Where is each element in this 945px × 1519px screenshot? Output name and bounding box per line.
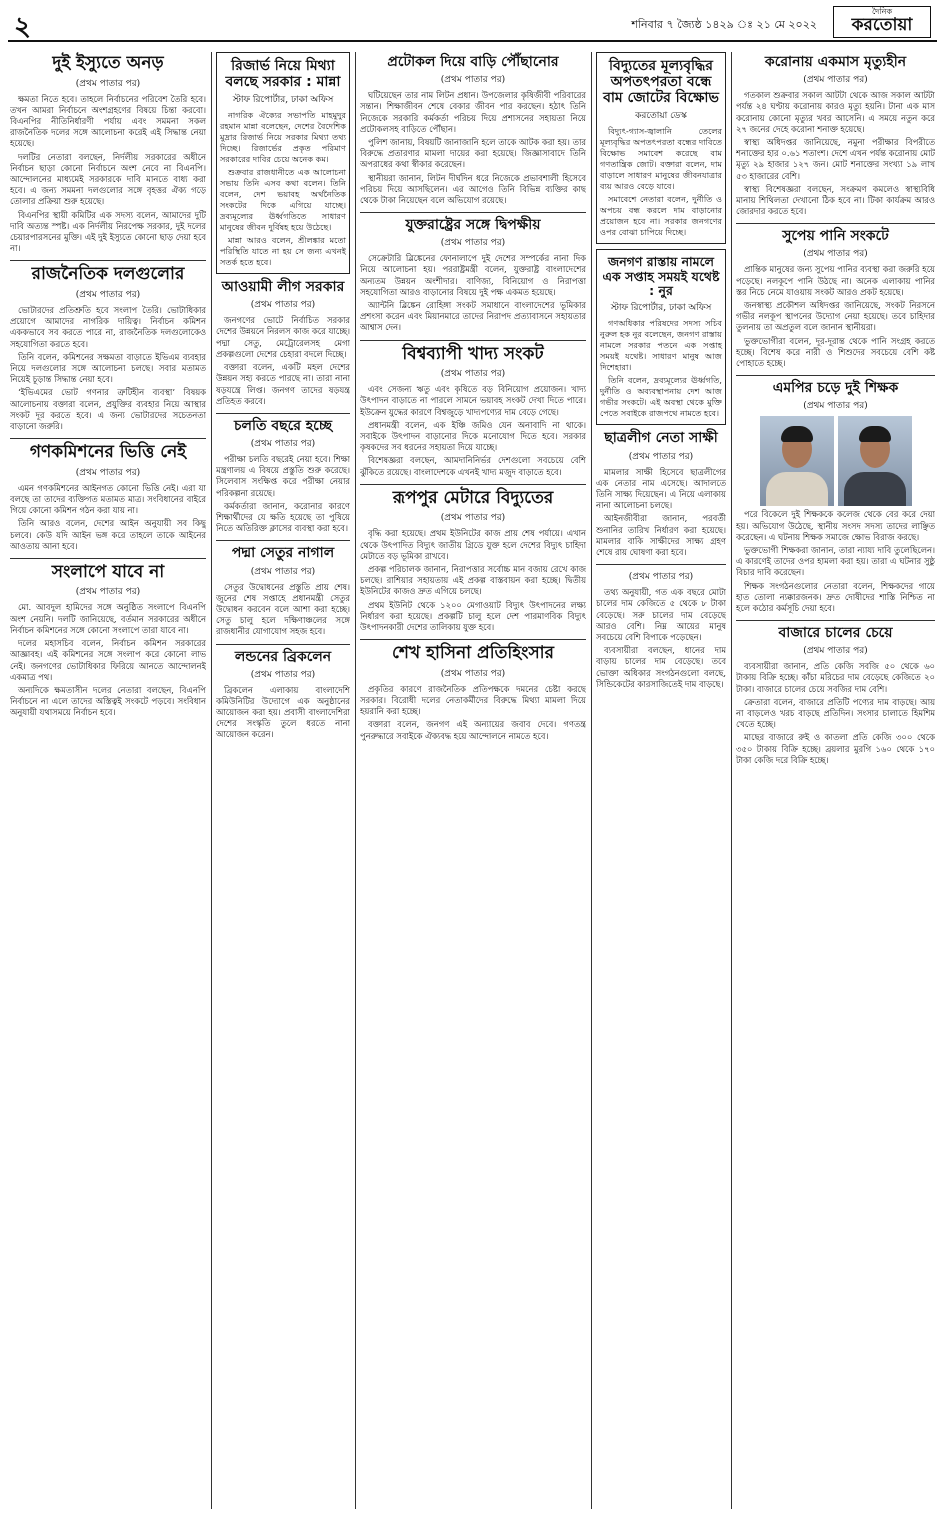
story-jump: (প্রথম পাতার পর) — [250, 669, 316, 680]
paragraph: তিনি বলেন, কমিশনের সক্ষমতা বাড়াতে ইভিএম ব্যবহার নিয়ে দলগুলোর সঙ্গে আলোচনা চলছে। সবার মতামত নিয়েই চূড়ান্ত সিদ্ধান্ত নেয়া হবে। — [10, 351, 206, 385]
story-sheikh-hasina — [360, 644, 586, 742]
paragraph: ক্ষমতা নিতে হবে। তাহলে নির্বাচনের পরিবেশ তৈরি হবে। তখন আমরা নির্বাচনে অংশগ্রহণের বিষয়ে চিন্তা করবো। বিএনপির নীতিনির্ধারণী পর্যায় এবং সমমনা সকল রাজনৈতিক দলের সঙ্গে আলোচনা করেই এই সিদ্ধান্ত নেয়া হয়েছে। — [10, 93, 206, 149]
story-body — [360, 528, 586, 633]
story-political-parties — [10, 265, 206, 432]
story-body — [10, 602, 206, 718]
paragraph: পরীক্ষা চলতি বছরেই নেয়া হবে। শিক্ষা মন্ত্রণালয় এ বিষয়ে প্রস্তুতি শুরু করেছে। সিলেবাস সংক্ষিপ্ত করে পরীক্ষা নেয়ার পরিকল্পনা রয়েছে। — [216, 454, 350, 498]
story-jump: (প্রথম পাতার পর) — [75, 467, 141, 478]
story-dateline: করতোয়া ডেস্ক — [635, 111, 687, 122]
paragraph: তিনি আরও বলেন, দেশের আইন অনুযায়ী সব কিছু চলবে। কেউ যদি আইন ভঙ্গ করে তাহলে তাকে আইনের আওতায় আনা হবে। — [10, 518, 206, 551]
paragraph: ব্যবসায়ীরা বলছেন, ধানের দাম বাড়ায় চালের দাম বেড়েছে। তবে ভোক্তা অধিকার সংগঠনগুলো বলছে, সিন্ডিকেটের কারসাজিতেই দাম বাড়ছে। — [596, 645, 726, 689]
story-headline: রাজনৈতিক দলগুলোর — [31, 264, 185, 285]
story-reserve-manna — [216, 52, 350, 274]
paragraph: বক্তারা বলেন, জনগণ এই অন্যায়ের জবাব দেবে। গণতন্ত্র পুনরুদ্ধারে সবাইকে ঐক্যবদ্ধ হয়ে আন্দোলনে নামতে হবে। — [360, 719, 586, 741]
paragraph: অন্যদিকে ক্ষমতাসীন দলের নেতারা বলছেন, বিএনপি নির্বাচনে না এলে তাদের অস্তিত্বই সংকটে পড়বে। সংবিধান অনুযায়ী যথাসময়ে নির্বাচন হবে। — [10, 684, 206, 718]
paragraph: তথ্য অনুযায়ী, গত এক বছরে মোটা চালের দাম কেজিতে ৫ থেকে ৮ টাকা বেড়েছে। সরু চালের দাম বেড়েছে আরও বেশি। নিম্ন আয়ের মানুষ সবচেয়ে বেশি বিপাকে পড়েছেন। — [596, 587, 726, 642]
story-protocol — [360, 54, 586, 206]
story-jump: (প্রথম পাতার পর) — [250, 300, 316, 311]
divider — [736, 223, 935, 224]
story-headline: জনগণ রাস্তায় নামলে এক সপ্তাহ সময়ই যথেষ্ট : নুর — [602, 254, 720, 299]
paragraph: ব্রিকলেন এলাকায় বাংলাদেশি কমিউনিটির উদ্যোগে এক অনুষ্ঠানের আয়োজন করা হয়। প্রবাসী বাংলাদেশিরা দেশের সংস্কৃতি তুলে ধরতে নানা আয়োজন করেন। — [216, 684, 350, 740]
story-gono-commission — [10, 443, 206, 552]
paragraph: স্বাস্থ্য বিশেষজ্ঞরা বলছেন, সংক্রমণ কমলেও স্বাস্থ্যবিধি মানায় শিথিলতা দেখানো ঠিক হবে না। টিকা কার্যক্রম আরও জোরদার করতে হবে। — [736, 183, 935, 217]
story-jump: (প্রথম পাতার পর) — [803, 75, 868, 86]
story-chhatra-league-witness — [596, 430, 726, 558]
paragraph: পুলিশ জানায়, বিষয়টি জানাজানি হলে তাকে আটক করা হয়। তার বিরুদ্ধে প্রতারণার মামলা দায়ের করা হয়েছে। জিজ্ঞাসাবাদে তিনি অপরাধের কথা স্বীকার করেছেন। — [360, 136, 586, 170]
teacher-photo-2 — [838, 416, 912, 506]
story-body — [216, 685, 350, 741]
column-4 — [596, 52, 726, 1509]
story-this-year — [216, 418, 350, 535]
story-headline: বিশ্বব্যাপী খাদ্য সংকট — [402, 343, 544, 364]
story-body — [360, 90, 586, 206]
story-headline: গণকমিশনের ভিত্তি নেই — [29, 442, 187, 463]
column-rule — [355, 52, 356, 1509]
paragraph: ঘটিয়েছেন তার নাম লিটন প্রধান। উপজেলার কৃষিজীবী পরিবারের সন্তান। শিক্ষাজীবন শেষে বেকার জীবন পার করছেন। হঠাৎ তিনি নিজেকে সরকারি কর্মকর্তা পরিচয় দিয়ে প্রশাসনের সহায়তা নিয়ে প্রটোকলসহ বাড়িতে পৌঁছান। — [360, 90, 586, 134]
story-covid-no-death — [736, 54, 935, 217]
story-body — [360, 684, 586, 742]
story-jump: (প্রথম পাতার পর) — [440, 668, 506, 679]
story-us-bilateral — [360, 217, 586, 334]
column-1 — [10, 52, 206, 1509]
paragraph: ক্রেতারা বলেন, বাজারে প্রতিটি পণ্যের দাম বাড়ছে। আয় না বাড়লেও খরচ বাড়ছে প্রতিদিন। সংসার চালাতে হিমশিম খেতে হচ্ছে। — [736, 696, 935, 730]
paragraph: সেক্রেটারি ব্লিঙ্কেনের ফোনালাপে দুই দেশের সম্পর্কের নানা দিক নিয়ে আলোচনা হয়। পররাষ্ট্রমন্ত্রী বলেন, যুক্তরাষ্ট্র বাংলাদেশের অন্যতম উন্নয়ন অংশীদার। বাণিজ্য, বিনিয়োগ ও নিরাপত্তা সহযোগিতা আরও বাড়ানোর বিষয়ে দুই পক্ষ একমত হয়েছে। — [360, 253, 586, 297]
story-headline: করোনায় একমাস মৃত্যুহীন — [764, 54, 907, 70]
story-jump: (প্রথম পাতার পর) — [628, 572, 694, 583]
story-jump: (প্রথম পাতার পর) — [803, 646, 868, 657]
paragraph: প্রধানমন্ত্রী বলেন, এক ইঞ্চি জমিও যেন অনাবাদি না থাকে। সবাইকে উৎপাদন বাড়ানোর দিকে মনোযোগ দিতে হবে। সরকার কৃষকদের সব ধরনের সহায়তা দিয়ে যাচ্ছে। — [360, 419, 586, 453]
photo-shirt — [844, 472, 906, 506]
story-headline: দুই ইস্যুতে অনড় — [52, 53, 164, 73]
divider — [360, 639, 586, 640]
column-rule — [731, 52, 732, 1509]
story-body — [10, 305, 206, 432]
date-line: শনিবার ৭ জ্যৈষ্ঠ ১৪২৯ ঃ ২১ মে ২০২২ — [631, 18, 817, 31]
paragraph: বৃদ্ধি করা হয়েছে। প্রথম ইউনিটের কাজ প্রায় শেষ পর্যায়ে। এখান থেকে উৎপাদিত বিদ্যুৎ জাতীয় গ্রিডে যুক্ত হলে দেশের বিদ্যুৎ চাহিদা মেটাতে বড় ভূমিকা রাখবে। — [360, 528, 586, 561]
story-jump: (প্রথম পাতার পর) — [440, 369, 506, 380]
story-rice-market — [736, 625, 935, 766]
story-headline: লন্ডনের ব্রিকলেন — [234, 648, 332, 665]
story-jump: (প্রথম পাতার পর) — [628, 451, 694, 462]
paragraph: বিশেষজ্ঞরা বলছেন, আমদানিনির্ভর দেশগুলো সবচেয়ে বেশি ঝুঁকিতে রয়েছে। বাংলাদেশকে এখনই খাদ্য মজুদ বাড়াতে হবে। — [360, 455, 586, 477]
paragraph: ‘ইভিএমের ভোট গণনার ত্রুটিহীন ব্যবস্থা’ বিষয়ক আলোচনায় বক্তারা বলেন, প্রযুক্তির ব্যবহার নিয়ে আস্থার সংকট দূর করতে হবে। এ জন্য ভোটারদের সচেতনতা বাড়ানো জরুরি। — [10, 387, 206, 431]
story-padma-bridge — [216, 545, 350, 637]
story-food-crisis — [360, 345, 586, 478]
story-jump: (প্রথম পাতার পর) — [250, 439, 316, 449]
story-body — [360, 384, 586, 478]
story-headline: রিজার্ভ নিয়ে মিথ্যা বলছে সরকার : মান্না — [225, 58, 341, 91]
divider — [10, 260, 206, 261]
story-mp-slap-teachers — [736, 380, 935, 614]
column-5 — [736, 52, 935, 1509]
story-jump: (প্রথম পাতার পর) — [803, 249, 868, 260]
column-rule — [591, 52, 592, 1509]
column-rule — [211, 52, 212, 1509]
page-header — [8, 6, 937, 42]
story-rice-continued — [596, 569, 726, 690]
divider — [360, 340, 586, 341]
story-jump: (প্রথম পাতার পর) — [75, 78, 141, 89]
story-body — [220, 110, 346, 268]
divider — [736, 620, 935, 621]
story-body — [216, 582, 350, 638]
teacher-photo-1 — [760, 416, 834, 506]
story-headline: প্রটোকল দিয়ে বাড়ি পৌঁছানোর — [387, 54, 559, 70]
story-body — [216, 315, 350, 407]
story-jump: (প্রথম পাতার পর) — [75, 289, 141, 300]
story-dateline: স্টাফ রিপোর্টার, ঢাকা অফিস — [610, 303, 712, 314]
story-body — [736, 264, 935, 369]
story-headline: ছাত্রলীগ নেতা সাক্ষী — [604, 430, 718, 447]
paragraph: জনগণের ভোটে নির্বাচিত সরকার দেশের উন্নয়নে নিরলস কাজ করে যাচ্ছে। পদ্মা সেতু, মেট্রোরেলসহ মেগা প্রকল্পগুলো দেশের চেহারা বদলে দিচ্ছে। — [216, 315, 350, 359]
story-power-price-protest — [596, 52, 726, 244]
paragraph: এমন গণকমিশনের আইনগত কোনো ভিত্তি নেই। এরা যা বলছে তা তাদের ব্যক্তিগত মতামত মাত্র। সংবিধানের বাইরে গিয়ে কোনো কমিশন গঠন করা যায় না। — [10, 482, 206, 516]
paragraph: তিনি বলেন, দ্রব্যমূল্যের ঊর্ধ্বগতি, দুর্নীতি ও অব্যবস্থাপনায় দেশ আজ গভীর সংকটে। এই অবস্থা থেকে মুক্তি পেতে সবাইকে রাজপথে নামতে হবে। — [600, 375, 722, 419]
photo-hair — [859, 426, 891, 442]
story-jump: (প্রথম পাতার পর) — [250, 566, 316, 577]
story-headline: পদ্মা সেতুর নাগাল — [231, 545, 335, 562]
paragraph: প্রান্তিক মানুষের জন্য সুপেয় পানির ব্যবস্থা করা জরুরি হয়ে পড়েছে। নলকূপে পানি উঠছে না। অনেক এলাকায় পানির স্তর নিচে নেমে যাওয়ায় সংকট আরও প্রকট হয়েছে। — [736, 264, 935, 297]
story-headline: শেখ হাসিনা প্রতিহিংসার — [392, 643, 554, 664]
story-body — [600, 318, 722, 419]
paragraph: প্রকৃতির কারণে রাজনৈতিক প্রতিপক্ষকে দমনের চেষ্টা করছে সরকার। বিরোধী দলের নেতাকর্মীদের বিরুদ্ধে মিথ্যা মামলা দিয়ে হয়রানি করা হচ্ছে। — [360, 683, 586, 717]
paragraph: গতকাল শুক্রবার সকাল আটটা থেকে আজ সকাল আটটা পর্যন্ত ২৪ ঘণ্টায় করোনায় কারও মৃত্যু হয়নি। টানা এক মাস করোনায় কোনো মৃত্যুর খবর আসেনি। এ সময়ে নতুন করে ২৭ জনের দেহে করোনা শনাক্ত হয়েছে। — [736, 90, 935, 134]
paragraph: প্রথম ইউনিট থেকে ১২০০ মেগাওয়াট বিদ্যুৎ উৎপাদনের লক্ষ্য নির্ধারণ করা হয়েছে। প্রকল্পটি চালু হলে দেশ পারমাণবিক বিদ্যুৎ উৎপাদনকারী দেশের তালিকায় যুক্ত হবে। — [360, 599, 586, 632]
paragraph: ভুক্তভোগীরা বলেন, দূর-দূরান্ত থেকে পানি সংগ্রহ করতে হচ্ছে। বিশেষ করে নারী ও শিশুদের সবচেয়ে বেশি কষ্ট পোহাতে হচ্ছে। — [736, 335, 935, 369]
paragraph: অ্যান্টনি ব্লিঙ্কেন রোহিঙ্গা সংকট সমাধানে বাংলাদেশের ভূমিকার প্রশংসা করেন এবং মিয়ানমারে তাদের নিরাপদ প্রত্যাবাসনে সহায়তার আশ্বাস দেন। — [360, 300, 586, 333]
paragraph: ভোটারদের প্রতিশ্রুতি হবে সংলাপ তৈরি। ভোটাধিকার প্রয়োগে আমাদের নাগরিক দায়িত্ব। নির্বাচন কমিশন এককভাবে সব করতে পারে না, রাজনৈতিক দলগুলোকেও সহযোগিতা করতে হবে। — [10, 304, 206, 349]
page-number: ২ — [14, 12, 31, 42]
column-3 — [360, 52, 586, 1509]
story-nur — [596, 249, 726, 425]
story-body — [10, 94, 206, 255]
paragraph: এবং সেজন্য ঋতু এবং কৃষিতে বড় বিনিয়োগ প্রয়োজন। খাদ্য উৎপাদন বাড়াতে না পারলে সামনে ভয়াবহ সংকট দেখা দিতে পারে। ইউক্রেন যুদ্ধের কারণে বিশ্বজুড়ে খাদ্যপণ্যের দাম বেড়ে গেছে। — [360, 384, 586, 417]
story-headline: সংলাপে যাবে না — [51, 561, 165, 582]
paragraph: বিএনপির স্থায়ী কমিটির এক সদস্য বলেন, আমাদের দুটি দাবি অত্যন্ত স্পষ্ট। এক নির্দলীয় নিরপেক্ষ সরকার, দুই দলের চেয়ারপারসনের মুক্তি। এই দুই ইস্যুতে কোনো ছাড় দেয়া হবে না। — [10, 209, 206, 254]
story-headline: বাজারে চালের চেয়ে — [778, 625, 893, 642]
paragraph: শিক্ষক সংগঠনগুলোর নেতারা বলেন, শিক্ষকদের গায়ে হাত তোলা ন্যক্কারজনক। দ্রুত দোষীদের শাস্তি নিশ্চিত না হলে কঠোর কর্মসূচি দেয়া হবে। — [736, 580, 935, 613]
masthead-top: দৈনিক — [871, 7, 893, 16]
story-body — [736, 90, 935, 217]
story-body — [600, 126, 722, 238]
paragraph: স্বাস্থ্য অধিদপ্তর জানিয়েছে, নমুনা পরীক্ষার বিপরীতে শনাক্তের হার ০.৬১ শতাংশ। দেশে এখন পর্যন্ত করোনায় মোট মৃত্যু ২৯ হাজার ১২৭ জন। মোট শনাক্তের সংখ্যা ১৯ লাখ ৫৩ হাজারের বেশি। — [736, 136, 935, 181]
story-body — [360, 253, 586, 333]
divider — [736, 375, 935, 376]
divider — [596, 564, 726, 565]
story-jump: (প্রথম পাতার পর) — [440, 75, 506, 86]
paragraph: গণঅধিকার পরিষদের সদস্য সচিব নুরুল হক নুর বলেছেন, জনগণ রাস্তায় নামলে সরকার পতনে এক সপ্তাহ সময়ই যথেষ্ট। সাধারণ মানুষ আজ দিশেহারা। — [600, 318, 722, 373]
story-body — [10, 483, 206, 552]
story-brick-lane — [216, 649, 350, 741]
photo-row — [736, 416, 935, 506]
story-body — [596, 467, 726, 559]
divider — [216, 540, 350, 541]
masthead-name: করতোয়া — [851, 15, 913, 35]
paragraph: মান্না আরও বলেন, শ্রীলঙ্কার মতো পরিস্থিতি যাতে না হয় সে জন্য এখনই সতর্ক হতে হবে। — [220, 235, 346, 268]
story-headline: চলতি বছরে হচ্ছে — [233, 417, 333, 434]
paragraph: দলের মহাসচিব বলেন, নির্বাচন কমিশন সরকারের আজ্ঞাবহ। এই কমিশনের সঙ্গে সংলাপ করে কোনো লাভ নেই। জনগণের ভোটাধিকার ফিরিয়ে আনতে আন্দোলনই একমাত্র পথ। — [10, 638, 206, 682]
story-dialogue — [10, 563, 206, 719]
story-dateline: স্টাফ রিপোর্টার, ঢাকা অফিস — [232, 95, 334, 106]
paragraph: মো. আবদুল হামিদের সঙ্গে অনুষ্ঠিত সংলাপে বিএনপি অংশ নেয়নি। দলটি জানিয়েছে, বর্তমান সরকারের অধীনে নির্বাচন কমিশনের সঙ্গে কোনো সংলাপে তারা যাবে না। — [10, 602, 206, 635]
paragraph: সমাবেশে নেতারা বলেন, দুর্নীতি ও অপচয় বন্ধ করলে দাম বাড়ানোর প্রয়োজন হবে না। সরকার জনগণের ওপর বোঝা চাপিয়ে দিচ্ছে। — [600, 194, 722, 238]
divider — [10, 558, 206, 559]
story-headline: আওয়ামী লীগ সরকার — [221, 279, 345, 296]
paragraph: ভুক্তভোগী শিক্ষকরা জানান, তারা ন্যায্য দাবি তুলেছিলেন। এ কারণেই তাদের ওপর হামলা করা হয়। তারা এ ঘটনার সুষ্ঠু বিচার দাবি করেছেন। — [736, 544, 935, 578]
column-2 — [216, 52, 350, 1509]
story-body — [736, 509, 935, 614]
paragraph: দলটির নেতারা বলছেন, নির্দলীয় সরকারের অধীনে নির্বাচন ছাড়া কোনো নির্বাচনে অংশ নেবে না বিএনপি। আন্দোলনের মাধ্যমেই সরকারকে দাবি মানতে বাধ্য করা হবে। এ জন্য সমমনা দলগুলোর সঙ্গে বৃহত্তর ঐক্য গড়ে তোলার প্রক্রিয়া শুরু হয়েছে। — [10, 151, 206, 207]
divider — [360, 484, 586, 485]
divider — [216, 413, 350, 414]
story-dui-issue — [10, 54, 206, 254]
photo-hair — [781, 426, 813, 442]
story-awami-league — [216, 279, 350, 407]
paragraph: বিদ্যুৎ-গ্যাস-জ্বালানি তেলের মূল্যবৃদ্ধির অপতৎপরতা বন্ধের দাবিতে বিক্ষোভ সমাবেশ করেছে বাম গণতান্ত্রিক জোট। বক্তারা বলেন, দাম বাড়ালে সাধারণ মানুষের জীবনযাত্রার ব্যয় আরও বেড়ে যাবে। — [600, 126, 722, 192]
divider — [10, 438, 206, 439]
paragraph: ব্যবসায়ীরা জানান, প্রতি কেজি সবজি ৫০ থেকে ৬০ টাকায় বিক্রি হচ্ছে। কাঁচা মরিচের দাম বেড়েছে কেজিতে ২০ টাকা। বাজারে চালের চেয়ে সবজির দাম বেশি। — [736, 661, 935, 694]
story-headline: সুপেয় পানি সংকটে — [782, 228, 889, 245]
divider — [216, 644, 350, 645]
story-jump: (প্রথম পাতার পর) — [803, 401, 868, 412]
story-body — [736, 661, 935, 766]
story-body — [596, 587, 726, 690]
divider — [360, 212, 586, 213]
paragraph: পরে বিকেলে দুই শিক্ষককে কলেজ থেকে বের করে দেয়া হয়। অভিযোগ উঠেছে, স্থানীয় সংসদ সদস্য তাদের লাঞ্ছিত করেছেন। এ ঘটনায় শিক্ষক সমাজে ক্ষোভ বিরাজ করছে। — [736, 509, 935, 542]
paragraph: মামলার সাক্ষী হিসেবে ছাত্রলীগের এক নেতার নাম এসেছে। আদালতে তিনি সাক্ষ্য দিয়েছেন। এ নিয়ে এলাকায় নানা আলোচনা চলছে। — [596, 466, 726, 511]
paragraph: কর্মকর্তারা জানান, করোনার কারণে শিক্ষার্থীদের যে ক্ষতি হয়েছে তা পুষিয়ে নিতে অতিরিক্ত ক্লাসের ব্যবস্থা করা হবে। — [216, 500, 350, 534]
paragraph: সেতুর উদ্বোধনের প্রস্তুতি প্রায় শেষ। জুনের শেষ সপ্তাহে প্রধানমন্ত্রী সেতুর উদ্বোধন করবেন বলে আশা করা হচ্ছে। সেতু চালু হলে দক্ষিণাঞ্চলের সঙ্গে রাজধানীর যোগাযোগ সহজ হবে। — [216, 581, 350, 637]
paragraph: আইনজীবীরা জানান, পরবর্তী শুনানির তারিখ নির্ধারণ করা হয়েছে। মামলার বাকি সাক্ষীদের সাক্ষ্য গ্রহণ শেষে রায় ঘোষণা করা হবে। — [596, 513, 726, 557]
paragraph: প্রকল্প পরিচালক জানান, নিরাপত্তার সর্বোচ্চ মান বজায় রেখে কাজ চলছে। রাশিয়ার সহায়তায় এই প্রকল্প বাস্তবায়ন করা হচ্ছে। দ্বিতীয় ইউনিটের কাজও দ্রুত এগিয়ে চলছে। — [360, 563, 586, 597]
story-headline: বিদ্যুতের মূল্যবৃদ্ধির অপতৎপরতা বন্ধে বাম জোটের বিক্ষোভ — [603, 58, 719, 107]
paragraph: বক্তারা বলেন, একটি মহল দেশের উন্নয়ন সহ্য করতে পারছে না। তারা নানা ষড়যন্ত্রে লিপ্ত। জনগণ তাদের ষড়যন্ত্র প্রতিহত করবে। — [216, 362, 350, 406]
story-drinking-water — [736, 228, 935, 369]
paragraph: স্থানীয়রা জানান, লিটন দীর্ঘদিন ধরে নিজেকে প্রভাবশালী হিসেবে পরিচয় দিয়ে আসছিলেন। এর আগেও তিনি বিভিন্ন ব্যক্তির কাছ থেকে টাকা নিয়েছেন বলে অভিযোগ রয়েছে। — [360, 172, 586, 205]
story-headline: রূপপুর মেটারে বিদ্যুতের — [392, 487, 554, 508]
story-jump: (প্রথম পাতার পর) — [440, 513, 506, 524]
paragraph: শুক্রবার রাজধানীতে এক আলোচনা সভায় তিনি এসব কথা বলেন। তিনি বলেন, দেশ ভয়াবহ অর্থনৈতিক সংকটের দিকে এগিয়ে যাচ্ছে। দ্রব্যমূল্যের ঊর্ধ্বগতিতে সাধারণ মানুষের জীবন দুর্বিষহ হয়ে উঠেছে। — [220, 167, 346, 233]
story-headline: এমপির চড়ে দুই শিক্ষক — [772, 380, 899, 397]
story-headline: যুক্তরাষ্ট্রের সঙ্গে দ্বিপক্ষীয় — [405, 217, 541, 234]
paragraph: নাগরিক ঐক্যের সভাপতি মাহমুদুর রহমান মান্না বলেছেন, দেশের বৈদেশিক মুদ্রার রিজার্ভ নিয়ে সরকার মিথ্যা তথ্য দিচ্ছে। রিজার্ভের প্রকৃত পরিমাণ সরকারের দাবির চেয়ে অনেক কম। — [220, 110, 346, 165]
story-rooppur — [360, 489, 586, 633]
photo-shirt — [766, 472, 828, 506]
masthead-logo — [833, 6, 931, 38]
paragraph: জনস্বাস্থ্য প্রকৌশল অধিদপ্তর জানিয়েছে, সংকট নিরসনে গভীর নলকূপ স্থাপনের উদ্যোগ নেয়া হয়েছে। তবে চাহিদার তুলনায় তা অপ্রতুল বলে জানান স্থানীয়রা। — [736, 300, 935, 333]
story-body — [216, 454, 350, 534]
story-jump: (প্রথম পাতার পর) — [440, 238, 506, 249]
paragraph: মাছের বাজারে রুই ও কাতলা প্রতি কেজি ৩০০ থেকে ৩৫০ টাকায় বিক্রি হচ্ছে। ব্রয়লার মুরগি ১৬০ থেকে ১৭০ টাকা কেজি দরে বিক্রি হচ্ছে। — [736, 732, 935, 765]
story-jump: (প্রথম পাতার পর) — [75, 587, 141, 598]
